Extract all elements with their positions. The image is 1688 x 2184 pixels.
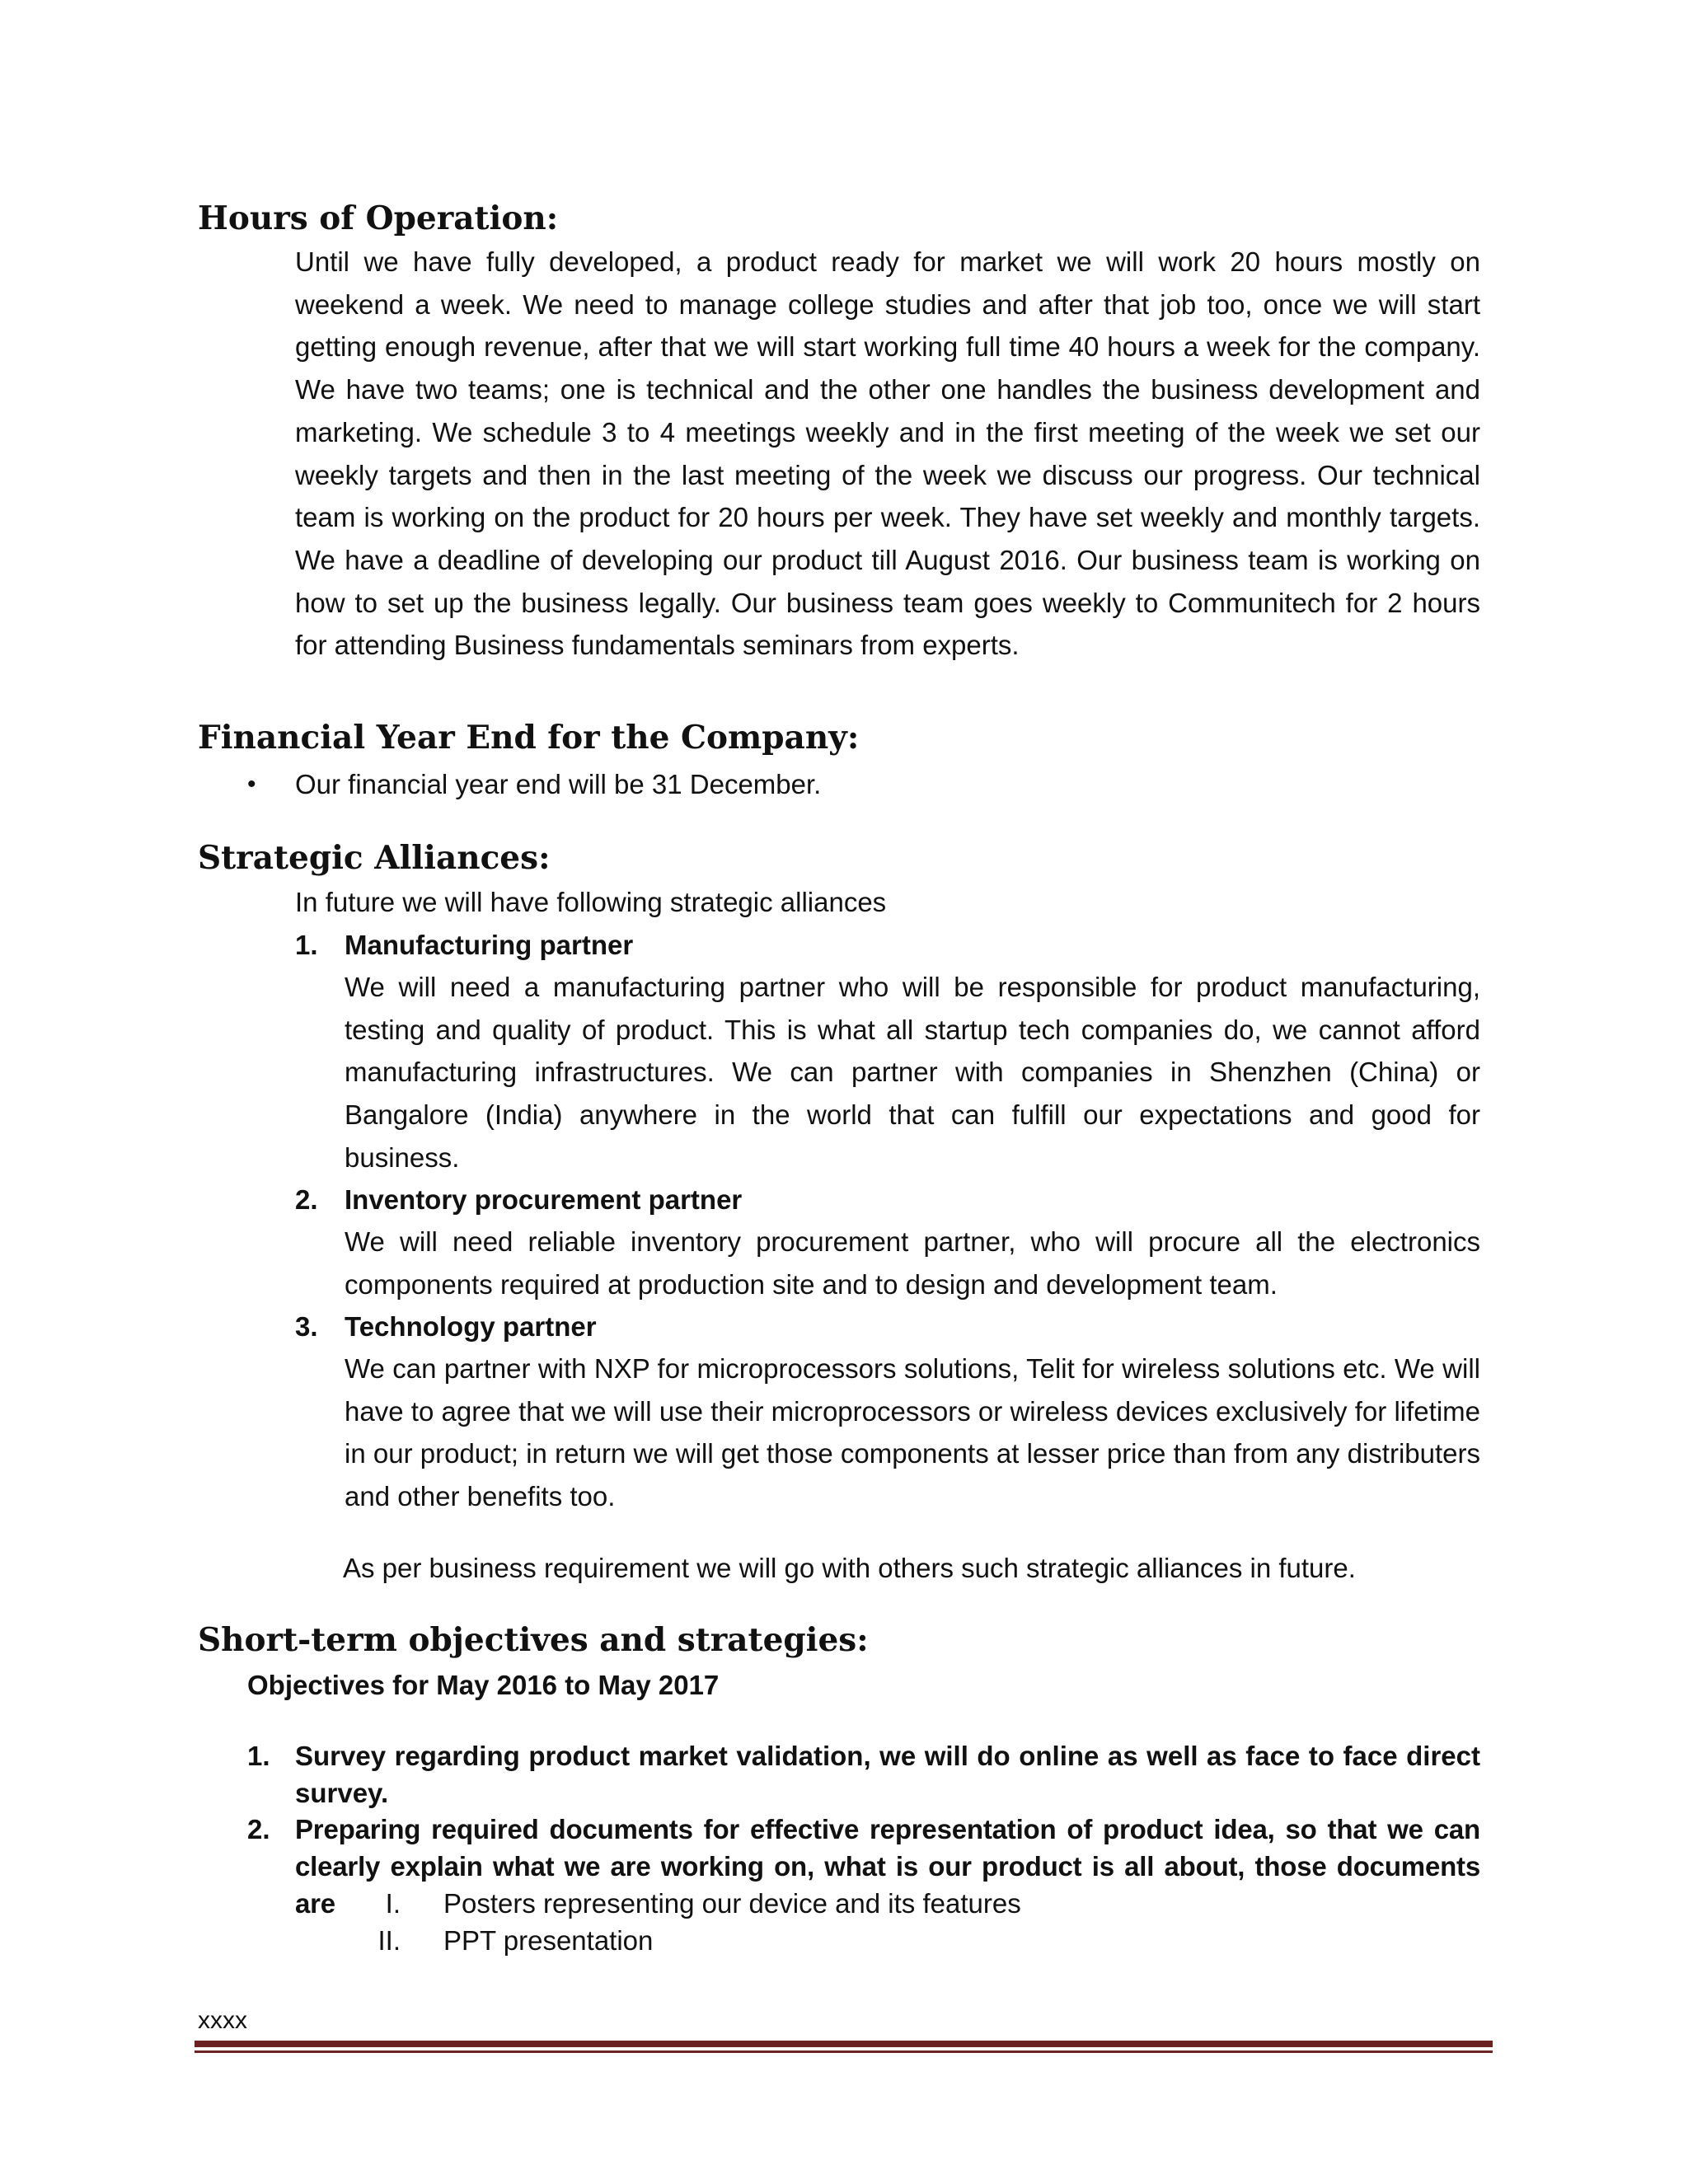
objectives-subheading: Objectives for May 2016 to May 2017	[247, 1670, 720, 1700]
objective-item-documents: Preparing required documents for effective representation of product idea, so that we can clearly explain what we are working on, what is our product is all about, those documents are	[295, 1814, 1480, 1919]
footer-rule-thin	[195, 2050, 1493, 2053]
objective-number: 2.	[247, 1814, 270, 1844]
objective-item-survey: Survey regarding product market validation, we will do online as well as face to face direct survey.	[295, 1741, 1480, 1808]
subitem-numeral: I.	[385, 1888, 401, 1919]
alliance-body-inventory: We will need reliable inventory procurement partner, who will procure all the electronics components required at production site and to design and development team.	[345, 1226, 1480, 1300]
hours-paragraph: Until we have fully developed, a product ready for market we will work 20 hours mostly on weekend a week. We need to manage college studies and after that job too, once we will start getting enough revenue, after that we will start working full time 40 hours a week for the company. We have two teams; one is technical and the other one handles the business development and marketing. We schedule 3 to 4 meetings weekly and in the first meeting of the week we set our weekly targets and then in the last meeting of the week we discuss our progress. Our technical team is working on the product for 20 hours per week. They have set weekly and monthly targets. We have a deadline of developing our product till August 2016. Our business team is working on how to set up the business legally. Our business team goes weekly to Communitech for 2 hours for attending Business fundamentals seminars from experts.	[295, 246, 1480, 661]
footer-rule-thick	[195, 2041, 1493, 2047]
subitem-numeral: II.	[377, 1925, 401, 1956]
subitem-posters: Posters representing our device and its features	[443, 1888, 1021, 1919]
alliance-number: 1.	[295, 930, 318, 960]
alliance-number: 3.	[295, 1311, 318, 1342]
alliance-title-technology: Technology partner	[345, 1311, 597, 1342]
heading-strategic-alliances: Strategic Alliances:	[198, 839, 551, 877]
alliance-title-manufacturing: Manufacturing partner	[345, 930, 634, 960]
heading-short-term-objectives: Short-term objectives and strategies:	[198, 1621, 869, 1659]
heading-hours-of-operation: Hours of Operation:	[198, 199, 559, 237]
subitem-ppt: PPT presentation	[443, 1925, 654, 1956]
alliances-closing: As per business requirement we will go with others such strategic alliances in future.	[343, 1553, 1356, 1583]
objective-number: 1.	[247, 1741, 270, 1771]
alliance-body-manufacturing: We will need a manufacturing partner who will be responsible for product manufacturing, testing and quality of product. This is what all startup tech companies do, we cannot afford manufacturing infrastructures. We can partner with companies in Shenzhen (China) or Bangalore (India) anywhere in the world that can fulfill our expectations and good for business.	[345, 972, 1480, 1173]
alliance-title-inventory: Inventory procurement partner	[345, 1184, 743, 1215]
alliance-body-technology: We can partner with NXP for microprocessors solutions, Telit for wireless solutions etc. We will have to agree that we will use their microprocessors or wireless devices exclusively for lifetime in our product; in return we will get those components at lesser price than from any distributers and other benefits too.	[345, 1353, 1480, 1512]
bullet-icon: •	[247, 771, 256, 798]
alliances-intro: In future we will have following strategic alliances	[295, 887, 887, 917]
alliance-number: 2.	[295, 1184, 318, 1215]
heading-financial-year-end: Financial Year End for the Company:	[198, 719, 860, 757]
footer-text: xxxx	[198, 2007, 247, 2034]
financial-year-item: Our financial year end will be 31 December.	[295, 769, 822, 799]
